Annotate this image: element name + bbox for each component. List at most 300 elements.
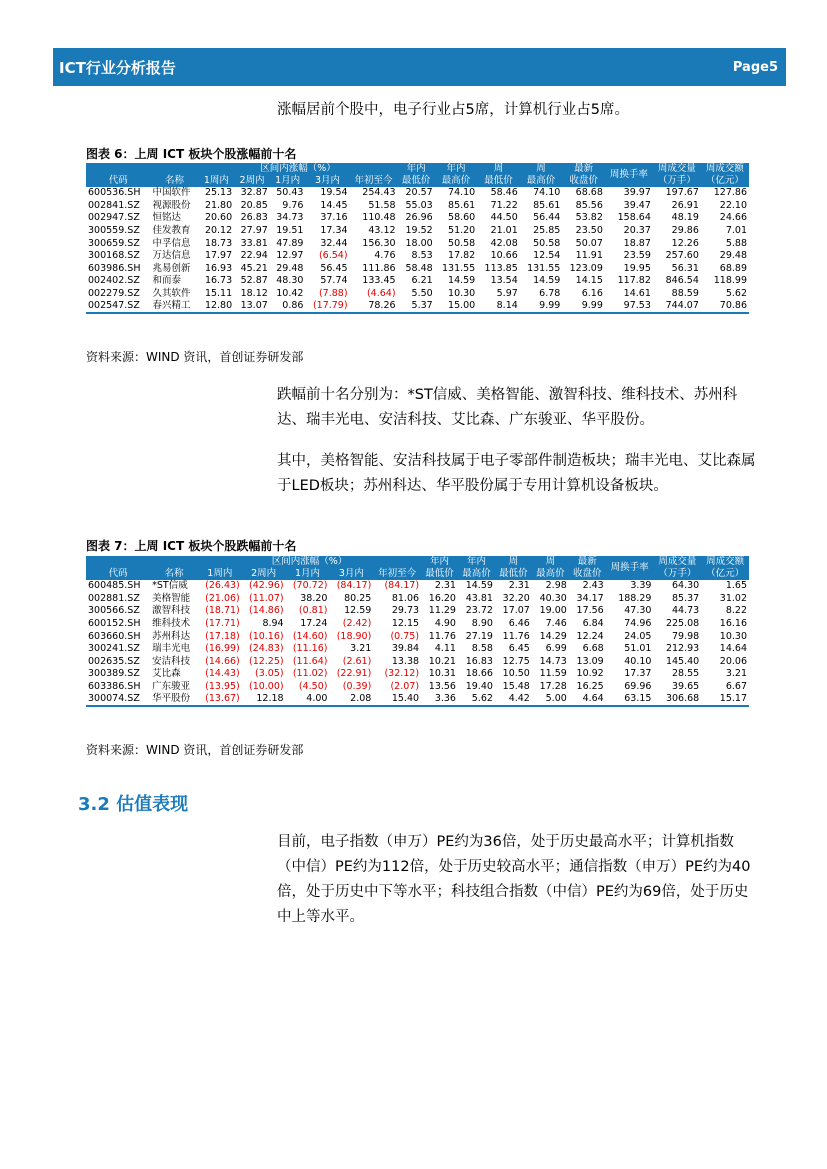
stock-code: 603386.SH — [88, 681, 141, 693]
table-row — [86, 580, 749, 593]
table-cell: 127.86 — [713, 187, 747, 199]
stock-code: 002881.SZ — [88, 592, 140, 604]
table-cell: 6.21 — [411, 275, 433, 287]
table-cell: 4.90 — [434, 618, 456, 630]
col-amount-top: 周成交额 — [701, 163, 749, 175]
table-cell: (11.16) — [292, 643, 328, 655]
table-row — [86, 200, 749, 213]
report-title: ICT行业分析报告 — [59, 58, 176, 77]
table-cell: 6.99 — [545, 643, 567, 655]
stock-name: 苏州科达 — [152, 630, 191, 642]
table-cell: 45.21 — [240, 262, 268, 274]
stock-code: 600152.SH — [88, 618, 141, 630]
table-cell: 131.55 — [441, 262, 476, 274]
col-volume-top: 周成交量 — [653, 556, 701, 568]
table-cell: 74.10 — [533, 187, 561, 199]
table-cell: 50.43 — [276, 187, 304, 199]
table-cell: 11.59 — [539, 668, 567, 680]
col-year-high-top: 年内 — [458, 556, 495, 568]
table-cell: 58.46 — [490, 187, 518, 199]
col-week-high: 最高价 — [532, 568, 569, 580]
table-cell: 29.48 — [719, 250, 747, 262]
table-cell: 50.58 — [533, 237, 561, 249]
table-cell: 24.05 — [624, 630, 652, 642]
table-cell: 145.40 — [665, 655, 700, 667]
col-1w: 1周内 — [198, 568, 242, 580]
table-cell: 12.26 — [671, 237, 699, 249]
table-cell: (11.07) — [248, 592, 284, 604]
table-cell: 53.82 — [575, 212, 603, 224]
stock-code: 300074.SZ — [86, 693, 150, 706]
table-cell: 14.29 — [539, 630, 567, 642]
table-cell: 212.93 — [665, 643, 700, 655]
stock-name: 维科技术 — [152, 618, 191, 630]
table-cell: 28.55 — [672, 668, 700, 680]
table-cell: 38.20 — [300, 592, 328, 604]
table-cell: 3.36 — [421, 693, 458, 706]
table2-source: 资料来源：WIND 资讯，首创证券研发部 — [86, 743, 304, 757]
table-cell: 37.16 — [320, 212, 348, 224]
table-cell: 74.96 — [624, 618, 652, 630]
table-cell: (14.66) — [205, 655, 240, 667]
table-cell: 11.76 — [428, 630, 456, 642]
table-row — [86, 643, 749, 656]
table-cell: 133.45 — [362, 275, 396, 287]
table-cell: 110.48 — [362, 212, 396, 224]
table-cell: (17.18) — [205, 630, 240, 642]
table-cell: 80.25 — [344, 592, 372, 604]
table-cell: (18.71) — [205, 605, 240, 617]
table-cell: 5.00 — [532, 693, 569, 706]
table-cell: 47.30 — [624, 605, 652, 617]
table-cell: 9.99 — [562, 300, 605, 313]
table-cell: 7.46 — [545, 618, 567, 630]
stock-name: 美格智能 — [152, 592, 191, 604]
col-week-high: 最高价 — [520, 175, 563, 187]
table-cell: (14.86) — [248, 605, 284, 617]
table-cell: (10.00) — [248, 681, 284, 693]
stock-code: 600485.SH — [88, 580, 141, 592]
table-cell: (70.72) — [292, 580, 328, 592]
table-cell: 17.34 — [320, 225, 348, 237]
stock-code: 002547.SZ — [86, 300, 151, 313]
table-cell: 0.86 — [270, 300, 306, 313]
table-cell: 14.59 — [448, 275, 476, 287]
col-code: 代码 — [86, 556, 150, 580]
table-row — [86, 250, 749, 263]
stock-name: *ST信威 — [152, 580, 188, 592]
table-cell: 13.38 — [391, 655, 420, 667]
table-cell: 19.54 — [320, 187, 348, 199]
table-cell: 29.48 — [276, 262, 304, 274]
table-cell: 15.17 — [701, 693, 749, 706]
table-cell: 23.50 — [575, 225, 603, 237]
col-name: 名称 — [150, 556, 198, 580]
table-cell: 20.57 — [405, 187, 433, 199]
table-cell: 39.97 — [623, 187, 651, 199]
table-cell: 43.81 — [465, 592, 493, 604]
table-row — [86, 275, 749, 288]
table-cell: (0.81) — [298, 605, 328, 617]
col-week-high-top: 周 — [532, 556, 569, 568]
table-cell: 8.53 — [411, 250, 433, 262]
stock-name: 艾比森 — [152, 668, 181, 680]
table-cell: 2.98 — [545, 580, 567, 592]
table-cell: 16.25 — [576, 681, 604, 693]
table-cell: (16.99) — [205, 643, 240, 655]
table-cell: 17.97 — [204, 250, 233, 262]
table-cell: 70.86 — [701, 300, 749, 313]
table-cell: 8.90 — [471, 618, 493, 630]
table-cell: 10.92 — [576, 668, 604, 680]
col-week-low-top: 周 — [495, 556, 532, 568]
col-1w: 1周内 — [199, 175, 235, 187]
table-cell: 9.99 — [520, 300, 563, 313]
table-cell: 17.37 — [624, 668, 652, 680]
table-cell: 18.73 — [204, 237, 233, 249]
table-cell: 111.86 — [362, 262, 396, 274]
paragraph-mid1: 跌幅前十名分别为：*ST信威、美格智能、激智科技、维科技术、苏州科达、瑞丰光电、安洁科技、艾比森、广东骏亚、华平股份。 — [277, 387, 738, 428]
table-cell: 846.54 — [665, 275, 699, 287]
table-cell: 16.93 — [204, 262, 233, 274]
losers-table — [86, 556, 749, 707]
table-cell: 20.06 — [719, 655, 747, 667]
table-cell: 17.28 — [539, 681, 567, 693]
stock-code: 300659.SZ — [88, 237, 140, 249]
table-cell: (10.16) — [248, 630, 284, 642]
table-cell: (13.67) — [198, 693, 242, 706]
table-cell: 15.40 — [373, 693, 421, 706]
col-code: 代码 — [86, 163, 151, 187]
group-header: 区间内涨幅（%） — [198, 556, 421, 568]
stock-name: 春兴精工 — [151, 300, 199, 313]
table-cell: (14.43) — [205, 668, 240, 680]
table-cell: 63.15 — [606, 693, 654, 706]
table-cell: 26.83 — [240, 212, 268, 224]
table-cell: 18.87 — [623, 237, 651, 249]
table-cell: 48.19 — [671, 212, 699, 224]
table-cell: 50.58 — [448, 237, 476, 249]
table-cell: 17.07 — [502, 605, 530, 617]
stock-name: 中孚信息 — [152, 237, 191, 249]
table-cell: 131.55 — [527, 262, 561, 274]
table-cell: 69.96 — [624, 681, 652, 693]
table-row — [86, 212, 749, 225]
table-cell: 14.59 — [465, 580, 493, 592]
table-cell: 10.30 — [448, 288, 476, 300]
stock-name: 安洁科技 — [152, 655, 191, 667]
table-row — [86, 263, 749, 276]
table-cell: 64.30 — [672, 580, 700, 592]
table-cell: 74.10 — [448, 187, 476, 199]
table-cell: 17.24 — [300, 618, 328, 630]
table-cell: 19.51 — [276, 225, 304, 237]
table-cell: 13.56 — [428, 681, 456, 693]
table-cell: 34.17 — [576, 592, 604, 604]
col-week-high-top: 周 — [520, 163, 563, 175]
gainers-table — [86, 163, 749, 314]
table-cell: 22.10 — [719, 199, 747, 211]
table-cell: 113.85 — [484, 262, 518, 274]
table-cell: 12.80 — [199, 300, 235, 313]
col-year-high: 最高价 — [435, 175, 478, 187]
table-cell: 85.61 — [533, 199, 561, 211]
table-cell: 19.95 — [623, 262, 651, 274]
table-row — [86, 656, 749, 669]
table-cell: 2.31 — [508, 580, 530, 592]
table-cell: 11.76 — [502, 630, 530, 642]
table-cell: 3.39 — [630, 580, 652, 592]
table-cell: 88.59 — [671, 288, 699, 300]
table-cell: 12.15 — [391, 618, 420, 630]
stock-name: 视源股份 — [152, 199, 191, 211]
col-year-low-top: 年内 — [398, 163, 435, 175]
col-week-low: 最低价 — [477, 175, 520, 187]
table1-source: 资料来源：WIND 资讯，首创证券研发部 — [86, 350, 304, 364]
table-cell: 17.82 — [448, 250, 476, 262]
table-cell: 48.30 — [276, 275, 304, 287]
table-cell: 10.66 — [490, 250, 518, 262]
table-cell: 97.53 — [605, 300, 653, 313]
table-cell: (0.39) — [342, 681, 372, 693]
table-cell: 14.45 — [320, 199, 348, 211]
stock-name: 激智科技 — [152, 605, 191, 617]
table-cell: (17.71) — [205, 618, 240, 630]
table-cell: 16.16 — [719, 618, 747, 630]
table-cell: 8.94 — [262, 618, 284, 630]
table-cell: (17.79) — [305, 300, 349, 313]
col-2w: 2周内 — [242, 568, 286, 580]
table-cell: (42.96) — [248, 580, 284, 592]
table-cell: 20.37 — [623, 225, 651, 237]
table-cell: 7.01 — [725, 225, 747, 237]
col-amount-top: 周成交额 — [701, 556, 749, 568]
table-cell: (11.64) — [292, 655, 328, 667]
table-cell: (11.02) — [292, 668, 328, 680]
table-row — [86, 668, 749, 681]
table-row — [86, 618, 749, 631]
col-ytd: 年初至今 — [350, 175, 398, 187]
col-volume: （万手） — [653, 175, 701, 187]
table-cell: (13.95) — [205, 681, 240, 693]
table-cell: 13.07 — [234, 300, 270, 313]
table-cell: 56.45 — [320, 262, 348, 274]
col-3m: 3月内 — [329, 568, 373, 580]
table-cell: 21.01 — [490, 225, 518, 237]
table-cell: 71.22 — [490, 199, 518, 211]
table-row — [86, 630, 749, 643]
paragraph-mid2: 其中，美格智能、安洁科技属于电子零部件制造板块；瑞丰光电、艾比森属于LED板块；苏州科达、华平股份属于专用计算机设备板块。 — [277, 453, 756, 494]
col-week-low: 最低价 — [495, 568, 532, 580]
table-row — [86, 237, 749, 250]
table-cell: (24.83) — [248, 643, 284, 655]
table-cell: 4.00 — [286, 693, 330, 706]
col-1m: 1月内 — [286, 568, 330, 580]
stock-code: 002402.SZ — [88, 275, 140, 287]
table-cell: 79.98 — [672, 630, 700, 642]
col-name: 名称 — [151, 163, 199, 187]
table-cell: 15.48 — [502, 681, 530, 693]
table-cell: 5.62 — [458, 693, 495, 706]
table-cell: 57.74 — [320, 275, 348, 287]
table-cell: 9.76 — [282, 199, 304, 211]
table-cell: (4.64) — [366, 288, 396, 300]
table-cell: 39.84 — [391, 643, 420, 655]
table-cell: 2.08 — [329, 693, 373, 706]
page-number: Page5 — [732, 59, 778, 75]
table-cell: 10.21 — [428, 655, 456, 667]
table-cell: 12.18 — [242, 693, 286, 706]
table-cell: 32.44 — [320, 237, 348, 249]
table-cell: 188.29 — [618, 592, 652, 604]
table-cell: 13.09 — [576, 655, 604, 667]
table-cell: (2.07) — [390, 681, 420, 693]
table-cell: (7.88) — [318, 288, 348, 300]
stock-name: 和而泰 — [152, 275, 182, 287]
table-cell: 1.65 — [725, 580, 747, 592]
table-cell: 52.87 — [240, 275, 268, 287]
stock-name: 恒铭达 — [152, 212, 182, 224]
table-cell: 12.24 — [576, 630, 604, 642]
col-volume-top: 周成交量 — [653, 163, 701, 175]
table-cell: 18.66 — [465, 668, 493, 680]
table-cell: 17.56 — [576, 605, 604, 617]
stock-code: 603660.SH — [88, 630, 141, 642]
table-cell: 14.59 — [533, 275, 561, 287]
stock-code: 002947.SZ — [88, 212, 140, 224]
table-cell: 5.37 — [398, 300, 435, 313]
table-cell: 56.31 — [671, 262, 699, 274]
table-row — [86, 225, 749, 238]
table-cell: 18.12 — [240, 288, 268, 300]
paragraph-bottom: 目前，电子指数（申万）PE约为36倍，处于历史最高水平；计算机指数（中信）PE约为112倍，处于历史较高水平；通信指数（申万）PE约为40倍，处于历史中下等水平；科技组合指数（中信）PE约为69倍，处于历史中上等水平。 — [277, 834, 751, 925]
table-cell: (14.60) — [292, 630, 328, 642]
table-cell: (18.90) — [336, 630, 372, 642]
table-cell: 197.67 — [665, 187, 699, 199]
table-cell: 6.78 — [539, 288, 561, 300]
table-cell: 85.61 — [448, 199, 476, 211]
table-cell: 68.68 — [575, 187, 603, 199]
table-row — [86, 605, 749, 618]
table-cell: 6.84 — [582, 618, 604, 630]
table-cell: 21.80 — [204, 199, 233, 211]
table-cell: 44.73 — [672, 605, 700, 617]
table-cell: 10.50 — [502, 668, 530, 680]
table-row — [86, 288, 749, 301]
table-cell: 43.12 — [368, 225, 396, 237]
table-cell: 16.83 — [465, 655, 493, 667]
table-cell: 39.65 — [672, 681, 700, 693]
report-header — [53, 48, 786, 86]
table-cell: 14.61 — [623, 288, 651, 300]
col-close-top: 最新 — [569, 556, 606, 568]
table-cell: 14.64 — [719, 643, 747, 655]
stock-name: 万达信息 — [152, 250, 191, 262]
table-cell: 13.54 — [490, 275, 518, 287]
table-cell: 47.89 — [276, 237, 304, 249]
table-row — [86, 300, 749, 313]
table-cell: 6.68 — [582, 643, 604, 655]
paragraph-top: 涨幅居前个股中，电子行业占5席，计算机行业占5席。 — [277, 102, 629, 118]
col-year-low: 最低价 — [398, 175, 435, 187]
table-row — [86, 593, 749, 606]
col-turnover: 周换手率 — [606, 556, 654, 580]
table-cell: 16.20 — [428, 592, 456, 604]
table-cell: 5.62 — [725, 288, 747, 300]
col-2w: 2周内 — [234, 175, 270, 187]
table-cell: 40.10 — [624, 655, 652, 667]
table-cell: 23.59 — [623, 250, 651, 262]
table-cell: 156.30 — [362, 237, 396, 249]
table-cell: 58.48 — [405, 262, 433, 274]
table-cell: 20.12 — [204, 225, 233, 237]
table-cell: 4.64 — [569, 693, 606, 706]
table-cell: 27.97 — [240, 225, 268, 237]
stock-code: 300559.SZ — [88, 225, 140, 237]
col-1m: 1月内 — [270, 175, 306, 187]
table-cell: 40.30 — [539, 592, 567, 604]
table-cell: 14.15 — [575, 275, 603, 287]
stock-code: 002841.SZ — [88, 199, 140, 211]
table-cell: 4.11 — [434, 643, 456, 655]
table-cell: 55.03 — [405, 199, 433, 211]
col-year-high: 最高价 — [458, 568, 495, 580]
table-cell: 158.64 — [617, 212, 651, 224]
table-cell: 78.26 — [350, 300, 398, 313]
table-cell: 2.31 — [434, 580, 456, 592]
stock-code: 002279.SZ — [88, 288, 140, 300]
stock-name: 中国软件 — [152, 187, 191, 199]
table-cell: (32.12) — [384, 668, 420, 680]
table-row — [86, 681, 749, 694]
table-cell: 254.43 — [362, 187, 396, 199]
table-cell: 85.56 — [575, 199, 603, 211]
table-cell: 744.07 — [653, 300, 701, 313]
table-cell: 10.31 — [428, 668, 456, 680]
table-cell: 5.50 — [411, 288, 433, 300]
table-cell: 3.21 — [725, 668, 747, 680]
table-cell: 25.85 — [533, 225, 561, 237]
table-cell: 225.08 — [665, 618, 700, 630]
table-cell: (2.61) — [342, 655, 372, 667]
table-cell: 257.60 — [665, 250, 699, 262]
table-cell: 8.58 — [471, 643, 493, 655]
col-year-high-top: 年内 — [435, 163, 478, 175]
table-cell: 26.96 — [405, 212, 433, 224]
table-cell: (22.91) — [336, 668, 372, 680]
table-cell: 3.21 — [350, 643, 372, 655]
table-cell: 81.06 — [391, 592, 420, 604]
table-cell: (84.17) — [384, 580, 420, 592]
table-cell: 5.88 — [725, 237, 747, 249]
table-cell: 68.89 — [719, 262, 747, 274]
table-cell: 33.81 — [240, 237, 268, 249]
table-cell: 27.19 — [465, 630, 493, 642]
table-cell: 24.66 — [719, 212, 747, 224]
table-cell: 14.73 — [539, 655, 567, 667]
table-cell: (12.25) — [248, 655, 284, 667]
table-cell: 18.00 — [405, 237, 433, 249]
col-close-top: 最新 — [562, 163, 605, 175]
col-turnover: 周换手率 — [605, 163, 653, 187]
table-cell: 19.00 — [539, 605, 567, 617]
table-cell: 20.60 — [204, 212, 233, 224]
table-cell: 19.40 — [465, 681, 493, 693]
table-cell: 32.87 — [240, 187, 268, 199]
stock-code: 603986.SH — [88, 262, 141, 274]
col-close: 收盘价 — [569, 568, 606, 580]
stock-name: 兆易创新 — [152, 262, 191, 274]
